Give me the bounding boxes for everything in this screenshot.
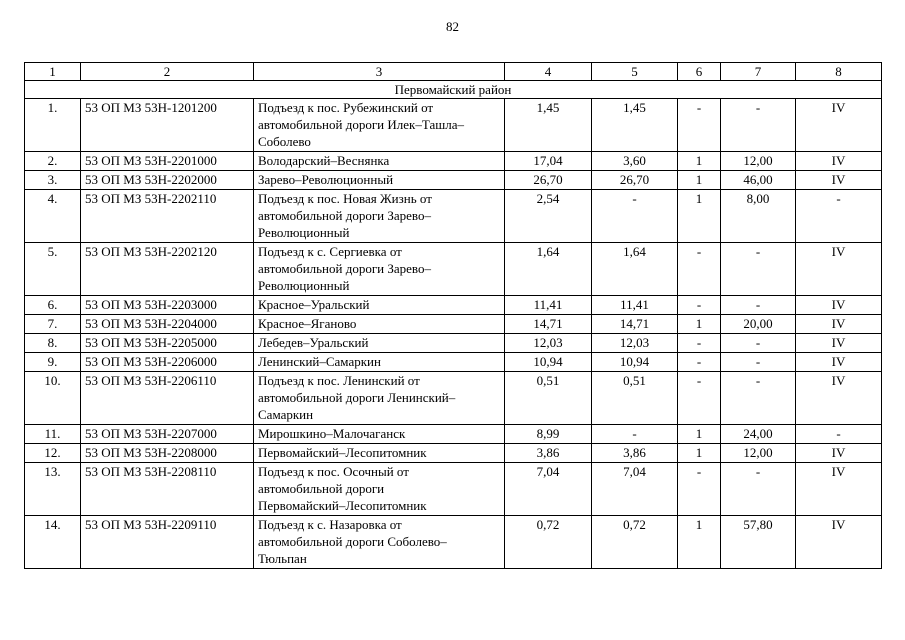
road-code: 53 ОП МЗ 53Н-2209110	[81, 516, 254, 569]
col-5-value: 0,51	[592, 372, 678, 425]
col-5-value: 1,64	[592, 243, 678, 296]
col-8-value: IV	[796, 372, 882, 425]
table-row	[25, 372, 882, 425]
col-5-value: 14,71	[592, 315, 678, 334]
col-6-value: -	[678, 353, 721, 372]
col-6-value: 1	[678, 190, 721, 243]
table-row	[25, 425, 882, 444]
col-5-value: 12,03	[592, 334, 678, 353]
col-5-value: 7,04	[592, 463, 678, 516]
road-name-line: Володарский–Веснянка	[258, 153, 390, 168]
row-number: 1.	[25, 99, 81, 152]
row-number: 14.	[25, 516, 81, 569]
col-8-value: IV	[796, 463, 882, 516]
col-4-value: 1,64	[505, 243, 592, 296]
col-7-value: 57,80	[721, 516, 796, 569]
road-code: 53 ОП МЗ 53Н-2208110	[81, 463, 254, 516]
col-7-value: -	[721, 296, 796, 315]
road-name-line: Первомайский–Лесопитомник	[258, 498, 427, 513]
col-7-value: -	[721, 99, 796, 152]
row-number: 5.	[25, 243, 81, 296]
col-7-value: -	[721, 243, 796, 296]
col-4-value: 3,86	[505, 444, 592, 463]
road-name	[254, 315, 505, 334]
road-name-line: Красное–Яганово	[258, 316, 357, 331]
col-8-value: IV	[796, 353, 882, 372]
district-row	[25, 81, 882, 99]
row-number: 2.	[25, 152, 81, 171]
col-4-value: 0,51	[505, 372, 592, 425]
row-number: 10.	[25, 372, 81, 425]
col-7-value: -	[721, 353, 796, 372]
road-name	[254, 334, 505, 353]
col-7-value: 46,00	[721, 171, 796, 190]
column-header: 1	[25, 63, 81, 81]
row-number: 3.	[25, 171, 81, 190]
road-name-line: Самаркин	[258, 407, 314, 422]
road-code: 53 ОП МЗ 53Н-2203000	[81, 296, 254, 315]
table-row	[25, 243, 882, 296]
col-6-value: 1	[678, 315, 721, 334]
road-name	[254, 243, 505, 296]
col-5-value: 1,45	[592, 99, 678, 152]
col-8-value: IV	[796, 296, 882, 315]
road-name-line: Подъезд к с. Назаровка от	[258, 517, 402, 532]
road-name	[254, 296, 505, 315]
road-name-line: Революционный	[258, 225, 350, 240]
col-7-value: -	[721, 372, 796, 425]
road-code: 53 ОП МЗ 53Н-2202000	[81, 171, 254, 190]
table-row	[25, 315, 882, 334]
col-4-value: 12,03	[505, 334, 592, 353]
col-5-value: 11,41	[592, 296, 678, 315]
col-7-value: 8,00	[721, 190, 796, 243]
table-row	[25, 334, 882, 353]
road-name	[254, 425, 505, 444]
column-header: 8	[796, 63, 882, 81]
col-5-value: -	[592, 190, 678, 243]
col-8-value: IV	[796, 334, 882, 353]
road-name-line: автомобильной дороги	[258, 481, 385, 496]
road-name	[254, 152, 505, 171]
col-6-value: -	[678, 334, 721, 353]
col-7-value: 12,00	[721, 444, 796, 463]
col-6-value: 1	[678, 444, 721, 463]
road-name-line: автомобильной дороги Зарево–	[258, 208, 431, 223]
road-name-line: Подъезд к пос. Осочный от	[258, 464, 409, 479]
road-name	[254, 99, 505, 152]
col-5-value: 3,60	[592, 152, 678, 171]
road-name-line: Мирошкино–Малочаганск	[258, 426, 406, 441]
col-4-value: 7,04	[505, 463, 592, 516]
col-4-value: 17,04	[505, 152, 592, 171]
row-number: 12.	[25, 444, 81, 463]
col-5-value: -	[592, 425, 678, 444]
road-name	[254, 353, 505, 372]
road-code: 53 ОП МЗ 53Н-2202120	[81, 243, 254, 296]
road-name-line: Соболево	[258, 134, 311, 149]
column-header: 5	[592, 63, 678, 81]
col-4-value: 0,72	[505, 516, 592, 569]
col-7-value: -	[721, 334, 796, 353]
col-7-value: -	[721, 463, 796, 516]
road-code: 53 ОП МЗ 53Н-2206110	[81, 372, 254, 425]
col-6-value: 1	[678, 171, 721, 190]
col-4-value: 14,71	[505, 315, 592, 334]
road-name-line: Революционный	[258, 278, 350, 293]
col-6-value: -	[678, 463, 721, 516]
col-5-value: 0,72	[592, 516, 678, 569]
road-name-line: Подъезд к пос. Ленинский от	[258, 373, 420, 388]
col-7-value: 20,00	[721, 315, 796, 334]
col-8-value: IV	[796, 243, 882, 296]
table-row	[25, 463, 882, 516]
col-5-value: 10,94	[592, 353, 678, 372]
col-8-value: IV	[796, 315, 882, 334]
road-name-line: автомобильной дороги Илек–Ташла–	[258, 117, 464, 132]
road-name-line: автомобильной дороги Соболево–	[258, 534, 447, 549]
col-8-value: IV	[796, 152, 882, 171]
road-name	[254, 463, 505, 516]
col-4-value: 1,45	[505, 99, 592, 152]
road-name	[254, 516, 505, 569]
col-8-value: IV	[796, 516, 882, 569]
district-title: Первомайский район	[25, 81, 882, 99]
col-7-value: 12,00	[721, 152, 796, 171]
table-row	[25, 516, 882, 569]
table-header-row	[25, 63, 882, 81]
table-row	[25, 296, 882, 315]
row-number: 11.	[25, 425, 81, 444]
road-name-line: Подъезд к пос. Новая Жизнь от	[258, 191, 432, 206]
col-6-value: -	[678, 296, 721, 315]
road-name-line: Зарево–Революционный	[258, 172, 394, 187]
col-8-value: IV	[796, 171, 882, 190]
road-code: 53 ОП МЗ 53Н-2205000	[81, 334, 254, 353]
road-name-line: Лебедев–Уральский	[258, 335, 369, 350]
column-header: 7	[721, 63, 796, 81]
col-4-value: 8,99	[505, 425, 592, 444]
row-number: 9.	[25, 353, 81, 372]
col-7-value: 24,00	[721, 425, 796, 444]
road-name-line: Первомайский–Лесопитомник	[258, 445, 427, 460]
col-4-value: 2,54	[505, 190, 592, 243]
road-name	[254, 190, 505, 243]
row-number: 7.	[25, 315, 81, 334]
page-number: 82	[446, 19, 459, 34]
table-row	[25, 99, 882, 152]
road-name-line: Подъезд к пос. Рубежинский от	[258, 100, 434, 115]
road-name	[254, 372, 505, 425]
col-5-value: 3,86	[592, 444, 678, 463]
column-header: 4	[505, 63, 592, 81]
road-code: 53 ОП МЗ 53Н-2204000	[81, 315, 254, 334]
road-code: 53 ОП МЗ 53Н-2206000	[81, 353, 254, 372]
road-name	[254, 444, 505, 463]
row-number: 8.	[25, 334, 81, 353]
col-5-value: 26,70	[592, 171, 678, 190]
col-4-value: 11,41	[505, 296, 592, 315]
column-header: 6	[678, 63, 721, 81]
roads-table	[24, 62, 882, 569]
col-8-value: -	[796, 425, 882, 444]
column-header: 3	[254, 63, 505, 81]
road-name	[254, 171, 505, 190]
row-number: 13.	[25, 463, 81, 516]
road-code: 53 ОП МЗ 53Н-1201200	[81, 99, 254, 152]
road-name-line: автомобильной дороги Зарево–	[258, 261, 431, 276]
row-number: 6.	[25, 296, 81, 315]
col-6-value: 1	[678, 152, 721, 171]
col-8-value: IV	[796, 99, 882, 152]
col-6-value: -	[678, 372, 721, 425]
road-name-line: Тюльпан	[258, 551, 307, 566]
table-row	[25, 171, 882, 190]
col-6-value: -	[678, 99, 721, 152]
road-code: 53 ОП МЗ 53Н-2208000	[81, 444, 254, 463]
table-row	[25, 444, 882, 463]
table-row	[25, 190, 882, 243]
col-8-value: IV	[796, 444, 882, 463]
road-code: 53 ОП МЗ 53Н-2207000	[81, 425, 254, 444]
col-4-value: 10,94	[505, 353, 592, 372]
road-name-line: Красное–Уральский	[258, 297, 370, 312]
table-row	[25, 353, 882, 372]
road-name-line: Подъезд к с. Сергиевка от	[258, 244, 402, 259]
col-6-value: -	[678, 243, 721, 296]
row-number: 4.	[25, 190, 81, 243]
road-code: 53 ОП МЗ 53Н-2201000	[81, 152, 254, 171]
col-6-value: 1	[678, 516, 721, 569]
table-row	[25, 152, 882, 171]
column-header: 2	[81, 63, 254, 81]
col-8-value: -	[796, 190, 882, 243]
road-name-line: автомобильной дороги Ленинский–	[258, 390, 456, 405]
col-6-value: 1	[678, 425, 721, 444]
road-code: 53 ОП МЗ 53Н-2202110	[81, 190, 254, 243]
road-name-line: Ленинский–Самаркин	[258, 354, 381, 369]
col-4-value: 26,70	[505, 171, 592, 190]
